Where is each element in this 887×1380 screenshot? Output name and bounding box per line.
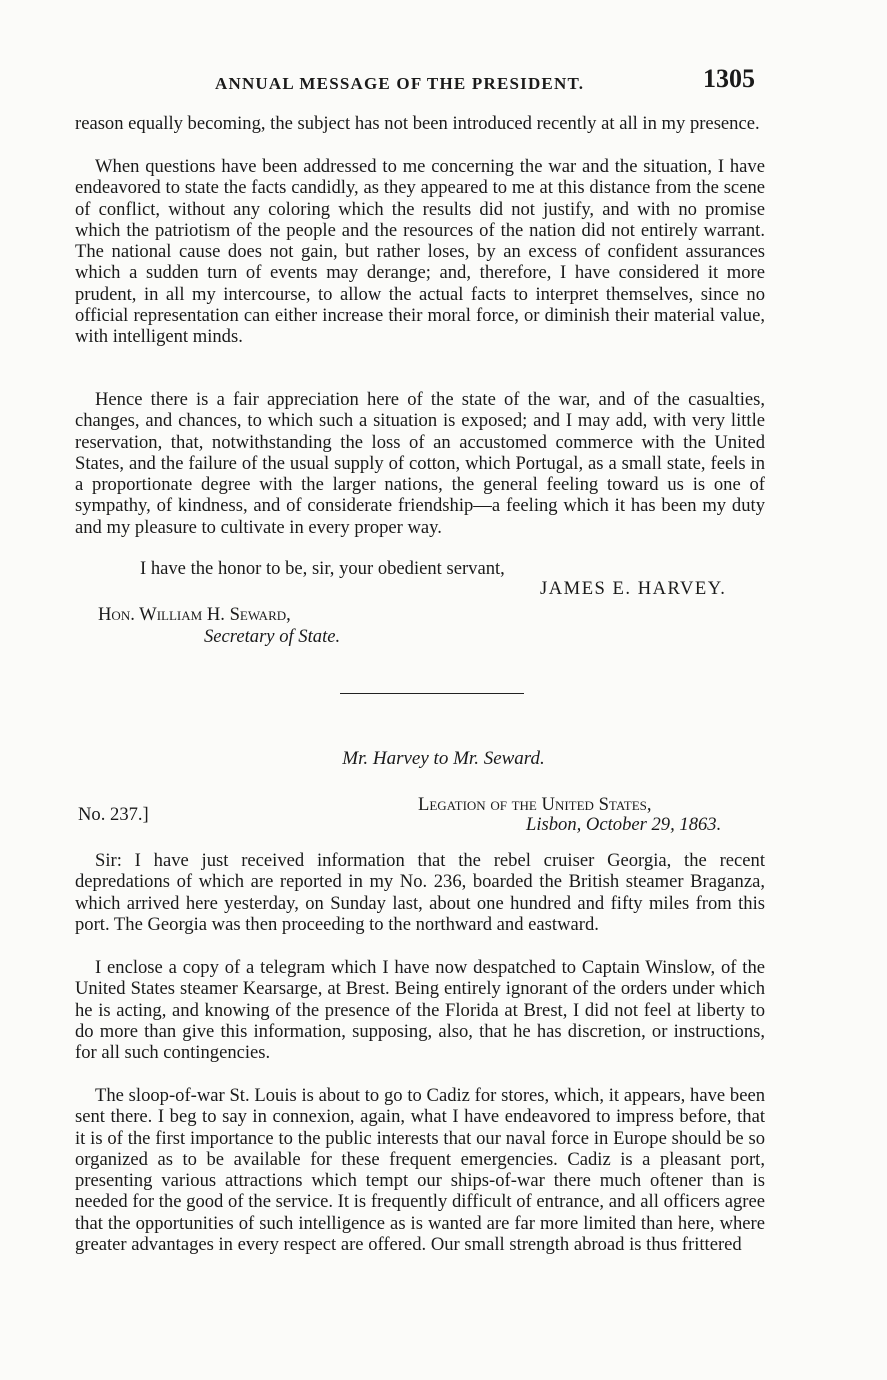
section-divider xyxy=(340,693,524,694)
paragraph: When questions have been addressed to me concerning the war and the situation, I have endeavored to state the facts candidly, as they appeared to me at this distance from the scene of conflict, without any coloring which the results did not justify, and with no promise which the patriotism of the people and the resources of the nation did not entirely warrant. The national cause does not gain, but rather loses, by an excess of confident assurances which a sudden turn of events may derange; and, therefore, I have considered it more prudent, in all my intercourse, to allow the actual facts to interpret themselves, since no official representation can either increase their moral force, or diminish their material value, with intelligent minds. xyxy=(75,156,765,348)
letter-number: No. 237.] xyxy=(78,804,149,825)
page-header xyxy=(0,60,887,100)
legation-line: Legation of the United States, xyxy=(418,794,652,815)
paragraph: Sir: I have just received information that the rebel cruiser Georgia, the recent depredations of which are reported in my No. 236, boarded the British steamer Braganza, which arrived here yesterday, on Sunday last, about one hundred and fifty miles from this port. The Georgia was then proceeding to the northward and eastward. xyxy=(75,850,765,935)
paragraph: Hence there is a fair appreciation here of the state of the war, and of the casualties, changes, and chances, to which such a situation is exposed; and I may add, with very little reservation, that, notwithstanding the loss of an accustomed commerce with the United States, and the failure of the usual supply of cotton, which Portugal, as a small state, feels in a proportionate degree with the larger nations, the general feeling toward us is one of sympathy, of kindness, and of considerate friendship—a feeling which it has been my duty and my pleasure to cultivate in every proper way. xyxy=(75,389,765,538)
signature: JAMES E. HARVEY. xyxy=(540,578,727,599)
paragraph: reason equally becoming, the subject has not been introduced recently at all in my presence. xyxy=(75,113,760,134)
addressee-name: Hon. William H. Seward, xyxy=(98,604,291,625)
addressee-title: Secretary of State. xyxy=(204,626,341,647)
paragraph: I enclose a copy of a telegram which I have now despatched to Captain Winslow, of the United States steamer Kearsarge, at Brest. Being entirely ignorant of the orders under which he is acting, and knowing of the presence of the Florida at Brest, I did not feel at liberty to do more than give this information, supposing, also, that he has discretion, or instructions, for all such contingencies. xyxy=(75,957,765,1064)
running-title: ANNUAL MESSAGE OF THE PRESIDENT. xyxy=(215,74,585,93)
letter-heading: Mr. Harvey to Mr. Seward. xyxy=(342,748,545,769)
page-number: 1305 xyxy=(703,64,755,93)
closing-line: I have the honor to be, sir, your obedient servant, xyxy=(140,558,505,579)
paragraph: The sloop-of-war St. Louis is about to go to Cadiz for stores, which, it appears, have been sent there. I beg to say in connexion, again, what I have endeavored to impress before, that it is of the first importance to the public interests that our naval force in Europe should be so organized as to be available for these frequent emergencies. Cadiz is a pleasant port, presenting various attractions which tempt our ships-of-war there much oftener than is needed for the good of the service. It is frequently difficult of entrance, and all officers agree that the opportunities of such intelligence as is wanted are far more limited than here, where greater advantages in every respect are offered. Our small strength abroad is thus frittered xyxy=(75,1085,765,1256)
place-date: Lisbon, October 29, 1863. xyxy=(526,814,722,835)
